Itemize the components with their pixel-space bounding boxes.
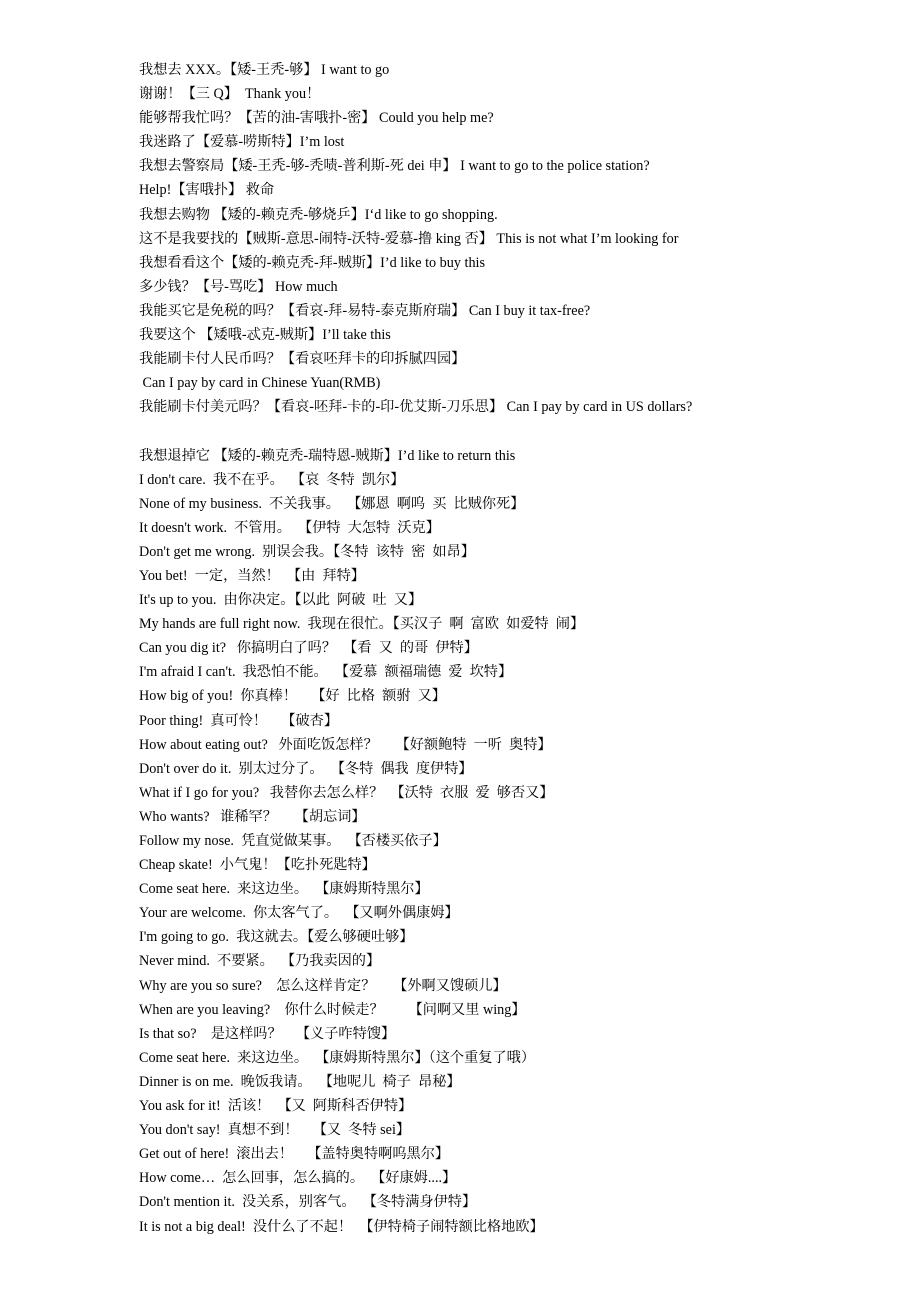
text-line: 我想去警察局【矮-王秃-够-秃啧-普利斯-死 dei 申】 I want to go to the police station?: [139, 158, 650, 175]
text-line: Who wants? 谁稀罕？ 【胡忘词】: [139, 808, 366, 825]
text-line: Come seat here. 来这边坐。 【康姆斯特黑尔】: [139, 881, 429, 898]
text-line: I don't care. 我不在乎。 【哀 冬特 凯尔】: [139, 471, 405, 488]
text-line: What if I go for you? 我替你去怎么样？ 【沃特 衣服 爱 够否又】: [139, 784, 554, 801]
text-line: None of my business. 不关我事。 【娜恩 啊呜 买 比贼你死】: [139, 495, 525, 512]
text-line: Don't get me wrong. 别误会我。【冬特 该特 密 如昂】: [139, 543, 475, 560]
text-line: 我想看看这个【矮的-赖克秃-拜-贼斯】I’d like to buy this: [139, 254, 485, 271]
text-line: 这不是我要找的【贼斯-意思-闹特-沃特-爱慕-撸 king 否】 This is not what I’m looking for: [139, 230, 679, 247]
text-line: Your are welcome. 你太客气了。 【又啊外偶康姆】: [139, 905, 459, 922]
text-line: You don't say! 真想不到！ 【又 冬特 sei】: [139, 1122, 411, 1139]
blank-line: [139, 419, 899, 443]
text-line: It doesn't work. 不管用。 【伊特 大怎特 沃克】: [139, 519, 440, 536]
text-line: 能够帮我忙吗？【苦的油-害哦扑-密】 Could you help me?: [139, 110, 494, 127]
text-line: I'm afraid I can't. 我恐怕不能。 【爱慕 额福瑞德 爱 坎特】: [139, 664, 513, 681]
text-line: When are you leaving? 你什么时候走？ 【问啊又里 wing】: [139, 1001, 526, 1018]
text-line: 我想去 XXX。【矮-王秃-够】 I want to go: [139, 62, 390, 78]
text-line: 我要这个 【矮哦-忒克-贼斯】I’ll take this: [139, 327, 391, 344]
text-line: Why are you so sure? 怎么这样肯定？ 【外啊又馊硕儿】: [139, 977, 507, 994]
text-line: You ask for it! 活该！ 【又 阿斯科否伊特】: [139, 1098, 413, 1115]
text-line: Don't over do it. 别太过分了。 【冬特 偶我 度伊特】: [139, 760, 473, 777]
text-line: Is that so? 是这样吗？ 【义子咋特馊】: [139, 1025, 396, 1042]
text-line: Can I pay by card in Chinese Yuan(RMB): [139, 375, 381, 392]
text-line: Poor thing! 真可怜！ 【破杏】: [139, 712, 339, 729]
text-line: Help!【害哦扑】 救命: [139, 182, 275, 199]
text-line: 谢谢！【三 Q】 Thank you！: [139, 86, 321, 103]
text-line: How big of you! 你真棒！ 【好 比格 额驸 又】: [139, 688, 446, 705]
text-line: 多少钱？【号-骂吃】 How much: [139, 278, 338, 295]
document-page: [139, 58, 899, 1239]
text-line: Get out of here! 滚出去！ 【盖特奥特啊呜黑尔】: [139, 1146, 450, 1163]
text-line: I'm going to go. 我这就去。【爱么够硬吐够】: [139, 929, 414, 946]
text-line: How about eating out? 外面吃饭怎样？ 【好额鲍特 一听 奥特】: [139, 736, 552, 753]
text-line: It's up to you. 由你决定。【以此 阿破 吐 又】: [139, 592, 423, 609]
text-line: Dinner is on me. 晚饭我请。 【地呢儿 椅子 昂秘】: [139, 1073, 461, 1090]
text-line: My hands are full right now. 我现在很忙。【买汉子 啊 富欧 如爱特 闹】: [139, 616, 585, 633]
text-line: 我想退掉它 【矮的-赖克秃-瑞特恩-贼斯】I’d like to return this: [139, 447, 516, 464]
text-line: Cheap skate! 小气鬼！【吃扑死匙特】: [139, 857, 376, 874]
text-line: 我想去购物 【矮的-赖克秃-够烧乒】I‘d like to go shopping.: [139, 206, 498, 223]
text-line: How come… 怎么回事，怎么搞的。 【好康姆....】: [139, 1170, 457, 1187]
text-line: Follow my nose. 凭直觉做某事。 【否楼买依子】: [139, 833, 447, 849]
text-line: Never mind. 不要紧。 【乃我卖因的】: [139, 953, 381, 970]
text-line: 我迷路了【爱慕-唠斯特】I’m lost: [139, 134, 345, 151]
text-line: Can you dig it? 你搞明白了吗？ 【看 又 的哥 伊特】: [139, 640, 478, 657]
text-line: It is not a big deal! 没什么了不起！ 【伊特椅子闹特额比格地欧】: [139, 1218, 544, 1235]
text-line: 我能买它是免税的吗？【看哀-拜-易特-泰克斯府瑞】 Can I buy it tax-free?: [139, 302, 591, 319]
text-line: 我能刷卡付人民币吗？【看哀呸拜卡的印拆腻四园】: [139, 351, 466, 368]
text-line: You bet! 一定，当然！ 【由 拜特】: [139, 567, 365, 584]
text-line: 我能刷卡付美元吗？【看哀-呸拜-卡的-印-优艾斯-刀乐思】 Can I pay by card in US dollars?: [139, 399, 693, 416]
text-line: Don't mention it. 没关系，别客气。 【冬特满身伊特】: [139, 1194, 477, 1211]
text-line: Come seat here. 来这边坐。 【康姆斯特黑尔】（这个重复了哦）: [139, 1049, 536, 1066]
